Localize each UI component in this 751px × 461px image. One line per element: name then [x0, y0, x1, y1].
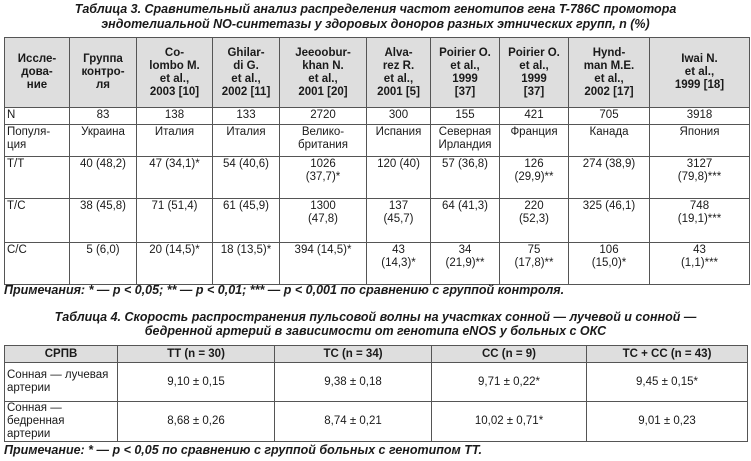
cell-text: 9,45 ± 0,15*	[636, 375, 698, 388]
cell-text: контро-	[81, 66, 125, 78]
cell-text: 3127	[686, 158, 713, 170]
table3-cell	[280, 157, 367, 199]
cell-text: lombo M.	[149, 59, 200, 72]
cell-text: [37]	[454, 85, 476, 98]
cell-text: Италия	[226, 126, 266, 138]
table3-cell	[569, 108, 650, 125]
table3-cell	[213, 157, 280, 199]
cell-text: Группа	[83, 53, 123, 65]
cell-text: 8,74 ± 0,21	[324, 415, 382, 427]
cell-text: Популя-	[7, 126, 51, 138]
table4-cell	[587, 402, 748, 442]
table4-header-cell	[587, 346, 748, 363]
table3-cell	[280, 199, 367, 243]
table3-header-cell	[431, 38, 500, 108]
cell-text: 2002 [11]	[221, 85, 271, 98]
cell-text: 1300	[310, 200, 336, 212]
cell-text: 9,38 ± 0,18	[324, 375, 382, 388]
table4-header-cell	[275, 346, 432, 363]
cell-text: 57 (36,8)	[441, 158, 489, 170]
cell-text: ние	[26, 79, 48, 91]
table3-cell	[367, 199, 431, 243]
table4-cell	[118, 402, 275, 442]
table3-cell	[70, 199, 137, 243]
table3-cell	[367, 108, 431, 125]
table4-cell	[587, 363, 748, 402]
cell-text: 1999	[521, 72, 547, 85]
cell-text: 47 (34,1)*	[149, 158, 200, 170]
cell-text: 71 (51,4)	[151, 200, 198, 212]
table3-header-row	[5, 38, 750, 108]
cell-text: 83	[96, 109, 110, 121]
table4-row-label	[5, 402, 118, 442]
table3-cell	[431, 125, 500, 157]
table3-cell	[70, 125, 137, 157]
table3-header-cell	[70, 38, 137, 108]
table3-cell	[280, 243, 367, 285]
cell-text: 61 (45,9)	[222, 200, 270, 212]
table3-row-label	[5, 157, 70, 199]
cell-text: et al.,	[519, 59, 549, 72]
table3-row	[5, 243, 750, 285]
cell-text: Poirier O.	[439, 46, 491, 59]
cell-text: 10,02 ± 0,71*	[474, 415, 544, 427]
cell-text: 705	[599, 109, 619, 121]
cell-text: дова-	[21, 66, 53, 78]
cell-text: (29,9)**	[514, 171, 554, 183]
cell-text: СРПВ	[44, 347, 78, 360]
table3-cell	[569, 125, 650, 157]
table3-cell	[367, 157, 431, 199]
cell-text: Украина	[81, 126, 125, 138]
table3-cell	[213, 125, 280, 157]
table3-header-cell	[500, 38, 569, 108]
table3-cell	[650, 157, 750, 199]
table4-caption-line2: бедренной артерий в зависимости от генотипа eNOS у больных с ОКС	[144, 324, 607, 338]
table3-cell	[431, 157, 500, 199]
table3-caption-line2: эндотелиальной NO-синтетазы у здоровых доноров разных этнических групп, n (%)	[101, 17, 650, 31]
cell-text: 9,71 ± 0,22*	[478, 375, 540, 388]
table3-body	[5, 38, 750, 285]
table3-cell	[431, 108, 500, 125]
cell-text: 106	[599, 244, 619, 256]
cell-text: Япония	[679, 126, 720, 138]
table3-cell	[367, 243, 431, 285]
table3-cell	[137, 243, 213, 285]
table3-cell	[70, 157, 137, 199]
table4-cell	[275, 363, 432, 402]
table4-row-label	[5, 363, 118, 402]
table3-cell	[70, 108, 137, 125]
table3-cell	[213, 199, 280, 243]
cell-text: 40 (48,2)	[79, 158, 127, 170]
table4-cell	[118, 363, 275, 402]
table3-row-label	[5, 243, 70, 285]
cell-text: 5 (6,0)	[86, 244, 120, 256]
cell-text: Ирландия	[438, 139, 492, 151]
table3-cell	[70, 243, 137, 285]
cell-text: T/T	[7, 158, 25, 170]
table3-header-cell	[650, 38, 750, 108]
cell-text: 18 (13,5)*	[220, 244, 272, 256]
cell-text: (19,1)***	[677, 213, 722, 225]
table3-cell	[569, 157, 650, 199]
table4-cell	[432, 402, 587, 442]
table3-cell	[431, 199, 500, 243]
table3-row-label	[5, 108, 70, 125]
cell-text: Alva-	[384, 46, 413, 59]
table3-cell	[500, 157, 569, 199]
cell-text: 137	[388, 200, 409, 212]
cell-text: Иссле-	[17, 53, 57, 65]
cell-text: 8,68 ± 0,26	[167, 415, 225, 427]
cell-text: 2002 [17]	[584, 85, 634, 98]
cell-text: Канада	[589, 126, 629, 138]
table3-cell	[213, 243, 280, 285]
table3-cell	[650, 108, 750, 125]
cell-text: британия	[298, 139, 348, 151]
table4-cell	[275, 402, 432, 442]
table3-header-cell	[213, 38, 280, 108]
table3-cell	[280, 108, 367, 125]
cell-text: 43	[693, 244, 706, 256]
cell-text: 138	[164, 109, 185, 121]
table3-cell	[569, 243, 650, 285]
table3-cell	[137, 157, 213, 199]
cell-text: 1999	[452, 72, 478, 85]
cell-text: 120 (40)	[377, 158, 420, 170]
cell-text: et al.,	[308, 72, 338, 85]
cell-text: (52,3)	[518, 213, 550, 225]
cell-text: C/C	[7, 244, 27, 256]
table3-row	[5, 199, 750, 243]
table4-note: Примечание: * — p < 0,05 по сравнению с группой больных с генотипом TT.	[4, 443, 483, 457]
table3-row-label	[5, 199, 70, 243]
table3-row-label	[5, 125, 70, 157]
cell-text: 2720	[310, 109, 336, 121]
cell-text: (37,7)*	[305, 171, 341, 183]
cell-text: Испания	[375, 126, 422, 138]
cell-text: 9,01 ± 0,23	[638, 415, 696, 427]
cell-text: 220	[524, 200, 544, 212]
cell-text: et al.,	[450, 59, 480, 72]
cell-text: et al.,	[594, 72, 624, 85]
cell-text: (47,8)	[307, 213, 339, 225]
cell-text: (21,9)**	[445, 257, 485, 269]
table3-cell	[137, 199, 213, 243]
cell-text: TC (n = 34)	[323, 347, 383, 360]
table3-cell	[500, 243, 569, 285]
cell-text: 748	[689, 200, 710, 212]
cell-text: артерии	[7, 428, 51, 440]
table4-cell	[432, 363, 587, 402]
cell-text: Франция	[510, 126, 558, 138]
cell-text: Велико-	[301, 126, 345, 138]
cell-text: Jeeoobur-	[295, 46, 351, 59]
cell-text: rez R.	[382, 59, 415, 72]
cell-text: 34	[458, 244, 472, 256]
cell-text: 421	[524, 109, 544, 121]
cell-text: 9,10 ± 0,15	[167, 375, 225, 388]
cell-text: Италия	[154, 126, 195, 138]
cell-text: 20 (14,5)*	[149, 244, 200, 256]
cell-text: et al.,	[159, 72, 190, 85]
table3-header-cell	[280, 38, 367, 108]
table3-cell	[367, 125, 431, 157]
cell-text: ля	[95, 79, 110, 91]
cell-text: 126	[524, 158, 544, 170]
table3-cell	[137, 125, 213, 157]
cell-text: di G.	[233, 59, 259, 72]
cell-text: Северная	[438, 126, 492, 138]
table3-header-cell	[367, 38, 431, 108]
table3-cell	[650, 125, 750, 157]
cell-text: man M.E.	[583, 59, 635, 72]
table3-cell	[650, 199, 750, 243]
cell-text: (17,8)**	[514, 257, 554, 269]
cell-text: 1026	[310, 158, 336, 170]
cell-text: 75	[527, 244, 541, 256]
cell-text: 155	[455, 109, 475, 121]
table3	[4, 37, 750, 285]
table3-cell	[650, 243, 750, 285]
table3-row	[5, 157, 750, 199]
table4-header-cell	[5, 346, 118, 363]
table3-cell	[500, 199, 569, 243]
cell-text: [37]	[523, 85, 545, 98]
table3-cell	[431, 243, 500, 285]
cell-text: (45,7)	[383, 213, 414, 225]
cell-text: 2003 [10]	[149, 85, 200, 98]
cell-text: 300	[388, 109, 409, 121]
table3-caption-line1: Таблица 3. Сравнительный анализ распределения частот генотипов гена T-786C промотора	[74, 2, 677, 16]
cell-text: Co-	[164, 46, 185, 59]
table3-row	[5, 125, 750, 157]
cell-text: 54 (40,6)	[222, 158, 270, 170]
cell-text: 133	[236, 109, 256, 121]
cell-text: 274 (38,9)	[582, 158, 636, 170]
cell-text: 38 (45,8)	[79, 200, 127, 212]
table4-header-cell	[118, 346, 275, 363]
cell-text: 43	[392, 244, 405, 256]
table4-header-row	[5, 346, 748, 363]
cell-text: Ghilar-	[227, 46, 265, 59]
cell-text: N	[7, 109, 16, 121]
cell-text: 394 (14,5)*	[294, 244, 352, 256]
table3-note: Примечания: * — p < 0,05; ** — p < 0,01; *** — p < 0,001 по сравнению с группой контроля.	[4, 283, 565, 297]
cell-text: 2001 [20]	[298, 85, 348, 98]
cell-text: CC (n = 9)	[482, 347, 536, 360]
table3-cell	[280, 125, 367, 157]
cell-text: TC + CC (n = 43)	[622, 347, 712, 360]
table3-header-cell	[5, 38, 70, 108]
cell-text: Poirier O.	[508, 46, 560, 59]
cell-text: (79,8)***	[677, 171, 722, 183]
cell-text: ция	[7, 139, 27, 151]
table3-cell	[213, 108, 280, 125]
cell-text: et al.,	[383, 72, 414, 85]
cell-text: (14,3)*	[381, 257, 416, 269]
cell-text: 2001 [5]	[377, 85, 420, 98]
table3-cell	[500, 125, 569, 157]
cell-text: T/C	[7, 200, 26, 212]
cell-text: Сонная — бедренная	[7, 402, 65, 427]
table3-header-cell	[569, 38, 650, 108]
table3-cell	[500, 108, 569, 125]
table3-cell	[569, 199, 650, 243]
table3-header-cell	[137, 38, 213, 108]
table4-row	[5, 363, 748, 402]
cell-text: артерии	[7, 382, 51, 394]
cell-text: Hynd-	[592, 46, 626, 59]
cell-text: et al.,	[684, 66, 715, 78]
table4-body	[5, 346, 748, 442]
table4-caption-line1: Таблица 4. Скорость распространения пульсовой волны на участках сонной — лучевой и сонной —	[54, 310, 697, 324]
cell-text: 64 (41,3)	[441, 200, 489, 212]
cell-text: et al.,	[231, 72, 261, 85]
table3-row	[5, 108, 750, 125]
cell-text: (15,0)*	[591, 257, 627, 269]
table4-row	[5, 402, 748, 442]
cell-text: 3918	[686, 109, 713, 121]
cell-text: 325 (46,1)	[582, 200, 636, 212]
cell-text: (1,1)***	[680, 257, 719, 269]
table3-cell	[137, 108, 213, 125]
cell-text: Iwai N.	[681, 53, 718, 65]
cell-text: 1999 [18]	[674, 79, 725, 91]
table4	[4, 345, 748, 442]
table4-header-cell	[432, 346, 587, 363]
cell-text: khan N.	[302, 59, 344, 72]
cell-text: TT (n = 30)	[167, 347, 225, 360]
cell-text: Сонная — лучевая	[7, 369, 109, 381]
